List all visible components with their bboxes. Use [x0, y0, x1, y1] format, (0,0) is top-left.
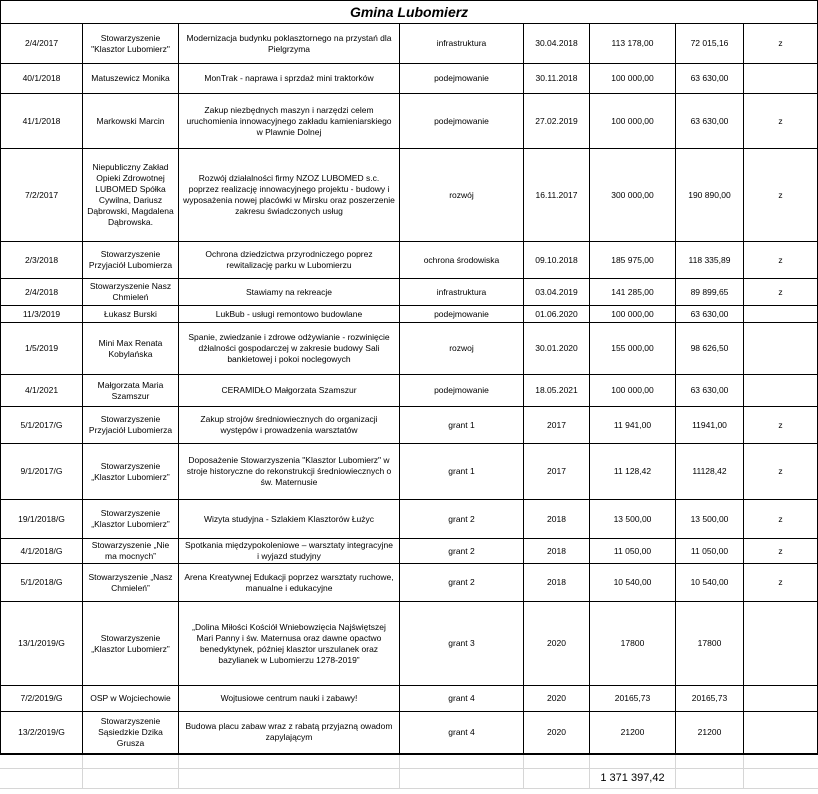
- table-row: [1, 24, 818, 64]
- cell-amount-funding: 11 050,00: [676, 539, 744, 564]
- cell-category: grant 4: [400, 686, 524, 712]
- table-row: [1, 375, 818, 407]
- cell-flag: [744, 323, 818, 375]
- cell-project: CERAMIDŁO Małgorzata Szamszur: [179, 375, 400, 407]
- cell-project: Doposażenie Stowarzyszenia "Klasztor Lubomierz" w stroje historyczne do rekonstrukcji średniowiecznych o św. Maternusie: [179, 444, 400, 500]
- cell-beneficiary: Stowarzyszenie Przyjaciół Lubomierza: [83, 242, 179, 279]
- cell-beneficiary: Stowarzyszenie Sąsiedzkie Dzika Grusza: [83, 712, 179, 754]
- cell-project: Wizyta studyjna - Szlakiem Klasztorów Łużyc: [179, 500, 400, 539]
- table-row: [1, 323, 818, 375]
- table-row: [1, 444, 818, 500]
- cell-category: podejmowanie: [400, 64, 524, 94]
- cell-id: 1/5/2019: [1, 323, 83, 375]
- cell-beneficiary: Łukasz Burski: [83, 306, 179, 323]
- cell-project: Modernizacja budynku poklasztornego na przystań dla Pielgrzyma: [179, 24, 400, 64]
- cell-category: grant 1: [400, 444, 524, 500]
- cell-beneficiary: Stowarzyszenie „Nasz Chmieleń”: [83, 564, 179, 602]
- table-row: [1, 500, 818, 539]
- cell-date: 01.06.2020: [524, 306, 590, 323]
- cell-date: 2020: [524, 712, 590, 754]
- cell-date: 16.11.2017: [524, 149, 590, 242]
- table-row: [1, 306, 818, 323]
- cell-date: 2020: [524, 602, 590, 686]
- cell-amount-funding: 11941,00: [676, 407, 744, 444]
- cell-flag: z: [744, 94, 818, 149]
- cell-id: 13/2/2019/G: [1, 712, 83, 754]
- cell-project: Rozwój działalności firmy NZOZ LUBOMED s.c. poprzez realizację innowacyjnego projektu - budowy i wyposażenia nowej placówki w Mirsku oraz poszerzenie zakresu świadczonych usług: [179, 149, 400, 242]
- cell-project: LukBub - usługi remontowo budowlane: [179, 306, 400, 323]
- cell-amount-funding: 63 630,00: [676, 94, 744, 149]
- cell-flag: [744, 306, 818, 323]
- cell-amount-funding: 11128,42: [676, 444, 744, 500]
- cell-category: infrastruktura: [400, 24, 524, 64]
- empty-cell: [1, 769, 83, 789]
- cell-id: 11/3/2019: [1, 306, 83, 323]
- empty-cell: [400, 754, 524, 769]
- cell-amount-total: 20165,73: [590, 686, 676, 712]
- cell-date: 2020: [524, 686, 590, 712]
- empty-cell: [83, 769, 179, 789]
- cell-beneficiary: Stowarzyszenie Przyjaciół Lubomierza: [83, 407, 179, 444]
- cell-category: grant 2: [400, 500, 524, 539]
- cell-date: 30.01.2020: [524, 323, 590, 375]
- cell-id: 2/4/2017: [1, 24, 83, 64]
- cell-date: 2017: [524, 407, 590, 444]
- table-row: [1, 94, 818, 149]
- cell-category: grant 3: [400, 602, 524, 686]
- cell-category: podejmowanie: [400, 306, 524, 323]
- cell-beneficiary: Stowarzyszenie „Klasztor Lubomierz”: [83, 500, 179, 539]
- cell-amount-funding: 89 899,65: [676, 279, 744, 306]
- cell-project: Ochrona dziedzictwa przyrodniczego poprez rewitalizację parku w Lubomierzu: [179, 242, 400, 279]
- cell-project: Spotkania międzypokoleniowe – warsztaty integracyjne i wyjazd studyjny: [179, 539, 400, 564]
- cell-amount-total: 100 000,00: [590, 375, 676, 407]
- table-row: [1, 602, 818, 686]
- cell-amount-total: 141 285,00: [590, 279, 676, 306]
- cell-flag: [744, 375, 818, 407]
- empty-cell: [83, 754, 179, 769]
- cell-project: Zakup strojów średniowiecznych do organizacji występów i prowadzenia warsztatów: [179, 407, 400, 444]
- empty-cell: [676, 754, 744, 769]
- cell-flag: z: [744, 564, 818, 602]
- cell-id: 5/1/2017/G: [1, 407, 83, 444]
- cell-project: Stawiamy na rekreacje: [179, 279, 400, 306]
- cell-amount-total: 100 000,00: [590, 94, 676, 149]
- empty-cell: [590, 754, 676, 769]
- empty-cell: [744, 769, 818, 789]
- cell-id: 7/2/2017: [1, 149, 83, 242]
- cell-project: Arena Kreatywnej Edukacji poprzez warsztaty ruchowe, manualne i edukacyjne: [179, 564, 400, 602]
- cell-id: 4/1/2021: [1, 375, 83, 407]
- cell-amount-total: 13 500,00: [590, 500, 676, 539]
- cell-beneficiary: Niepubliczny Zakład Opieki Zdrowotnej LUBOMED Spółka Cywilna, Dariusz Dąbrowski, Magdalena Dąbrowska.: [83, 149, 179, 242]
- empty-cell: [179, 754, 400, 769]
- empty-cell: [400, 769, 524, 789]
- cell-amount-funding: 10 540,00: [676, 564, 744, 602]
- cell-category: podejmowanie: [400, 375, 524, 407]
- cell-amount-total: 11 128,42: [590, 444, 676, 500]
- cell-amount-funding: 98 626,50: [676, 323, 744, 375]
- cell-category: grant 2: [400, 564, 524, 602]
- cell-amount-total: 21200: [590, 712, 676, 754]
- cell-amount-total: 11 050,00: [590, 539, 676, 564]
- cell-id: 40/1/2018: [1, 64, 83, 94]
- cell-flag: z: [744, 279, 818, 306]
- table-row: [1, 712, 818, 754]
- cell-amount-total: 185 975,00: [590, 242, 676, 279]
- cell-flag: [744, 64, 818, 94]
- cell-beneficiary: Matuszewicz Monika: [83, 64, 179, 94]
- cell-id: 19/1/2018/G: [1, 500, 83, 539]
- cell-category: rozwoj: [400, 323, 524, 375]
- cell-category: grant 1: [400, 407, 524, 444]
- document-title: Gmina Lubomierz: [1, 1, 818, 24]
- cell-date: 2017: [524, 444, 590, 500]
- cell-id: 7/2/2019/G: [1, 686, 83, 712]
- cell-date: 2018: [524, 500, 590, 539]
- cell-project: Zakup niezbędnych maszyn i narzędzi celem uruchomienia innowacyjnego zakładu kamieniarskiego w Plawnie Dolnej: [179, 94, 400, 149]
- cell-amount-funding: 13 500,00: [676, 500, 744, 539]
- cell-amount-funding: 190 890,00: [676, 149, 744, 242]
- cell-flag: z: [744, 539, 818, 564]
- cell-amount-total: 113 178,00: [590, 24, 676, 64]
- table-row: [1, 149, 818, 242]
- cell-date: 27.02.2019: [524, 94, 590, 149]
- cell-id: 2/4/2018: [1, 279, 83, 306]
- cell-project: Spanie, zwiedzanie i zdrowe odżywianie - rozwinięcie dżłalności gospodarczej w zakresie budowy Sali bankietowej i pokoi noclegowych: [179, 323, 400, 375]
- cell-category: ochrona środowiska: [400, 242, 524, 279]
- cell-category: podejmowanie: [400, 94, 524, 149]
- cell-beneficiary: Mini Max Renata Kobylańska: [83, 323, 179, 375]
- cell-flag: z: [744, 444, 818, 500]
- cell-amount-funding: 21200: [676, 712, 744, 754]
- cell-category: grant 4: [400, 712, 524, 754]
- cell-amount-funding: 63 630,00: [676, 375, 744, 407]
- cell-beneficiary: OSP w Wojciechowie: [83, 686, 179, 712]
- table-body: [1, 24, 818, 789]
- grand-total: 1 371 397,42: [590, 769, 676, 789]
- cell-date: 30.11.2018: [524, 64, 590, 94]
- cell-flag: z: [744, 24, 818, 64]
- cell-id: 13/1/2019/G: [1, 602, 83, 686]
- cell-flag: z: [744, 407, 818, 444]
- cell-flag: [744, 602, 818, 686]
- cell-beneficiary: Stowarzyszenie "Klasztor Lubomierz": [83, 24, 179, 64]
- cell-flag: [744, 686, 818, 712]
- table-row: [1, 539, 818, 564]
- empty-cell: [524, 769, 590, 789]
- cell-id: 9/1/2017/G: [1, 444, 83, 500]
- cell-project: MonTrak - naprawa i sprzdaż mini traktorków: [179, 64, 400, 94]
- table-row: [1, 279, 818, 306]
- cell-date: 30.04.2018: [524, 24, 590, 64]
- cell-amount-total: 300 000,00: [590, 149, 676, 242]
- cell-amount-total: 10 540,00: [590, 564, 676, 602]
- cell-amount-total: 100 000,00: [590, 306, 676, 323]
- cell-amount-funding: 118 335,89: [676, 242, 744, 279]
- cell-category: rozwój: [400, 149, 524, 242]
- title-row: [1, 1, 818, 24]
- table-row: [1, 242, 818, 279]
- cell-category: infrastruktura: [400, 279, 524, 306]
- cell-category: grant 2: [400, 539, 524, 564]
- cell-beneficiary: Markowski Marcin: [83, 94, 179, 149]
- empty-cell: [744, 754, 818, 769]
- empty-cell: [1, 754, 83, 769]
- cell-date: 18.05.2021: [524, 375, 590, 407]
- cell-id: 2/3/2018: [1, 242, 83, 279]
- cell-amount-total: 17800: [590, 602, 676, 686]
- table-row: [1, 407, 818, 444]
- cell-date: 2018: [524, 564, 590, 602]
- total-row: [1, 769, 818, 789]
- cell-beneficiary: Stowarzyszenie Nasz Chmieleń: [83, 279, 179, 306]
- cell-project: Wojtusiowe centrum nauki i zabawy!: [179, 686, 400, 712]
- cell-amount-total: 100 000,00: [590, 64, 676, 94]
- cell-amount-funding: 17800: [676, 602, 744, 686]
- empty-cell: [676, 769, 744, 789]
- cell-flag: z: [744, 149, 818, 242]
- cell-id: 41/1/2018: [1, 94, 83, 149]
- cell-amount-funding: 63 630,00: [676, 306, 744, 323]
- cell-amount-total: 11 941,00: [590, 407, 676, 444]
- cell-amount-funding: 72 015,16: [676, 24, 744, 64]
- cell-amount-total: 155 000,00: [590, 323, 676, 375]
- cell-beneficiary: Stowarzyszenie „Klasztor Lubomierz”: [83, 602, 179, 686]
- cell-beneficiary: Małgorzata Maria Szamszur: [83, 375, 179, 407]
- cell-amount-funding: 20165,73: [676, 686, 744, 712]
- cell-project: Budowa placu zabaw wraz z rabatą przyjazną owadom zapylającym: [179, 712, 400, 754]
- cell-beneficiary: Stowarzyszenie „Nie ma mocnych”: [83, 539, 179, 564]
- cell-flag: z: [744, 500, 818, 539]
- table-row: [1, 686, 818, 712]
- cell-date: 09.10.2018: [524, 242, 590, 279]
- cell-id: 5/1/2018/G: [1, 564, 83, 602]
- empty-cell: [524, 754, 590, 769]
- cell-date: 2018: [524, 539, 590, 564]
- empty-cell: [179, 769, 400, 789]
- table-row: [1, 564, 818, 602]
- cell-flag: z: [744, 242, 818, 279]
- cell-flag: [744, 712, 818, 754]
- cell-date: 03.04.2019: [524, 279, 590, 306]
- spacer-row: [1, 754, 818, 769]
- cell-amount-funding: 63 630,00: [676, 64, 744, 94]
- table-row: [1, 64, 818, 94]
- cell-project: „Dolina Miłości Kościół Wniebowzięcia Najświętszej Mari Panny i św. Maternusa oraz dawne opactwo benedyktynek, później klasztor urszulanek oraz bazylianek w Lubomierzu 1278-2019”: [179, 602, 400, 686]
- cell-beneficiary: Stowarzyszenie „Klasztor Lubomierz”: [83, 444, 179, 500]
- cell-id: 4/1/2018/G: [1, 539, 83, 564]
